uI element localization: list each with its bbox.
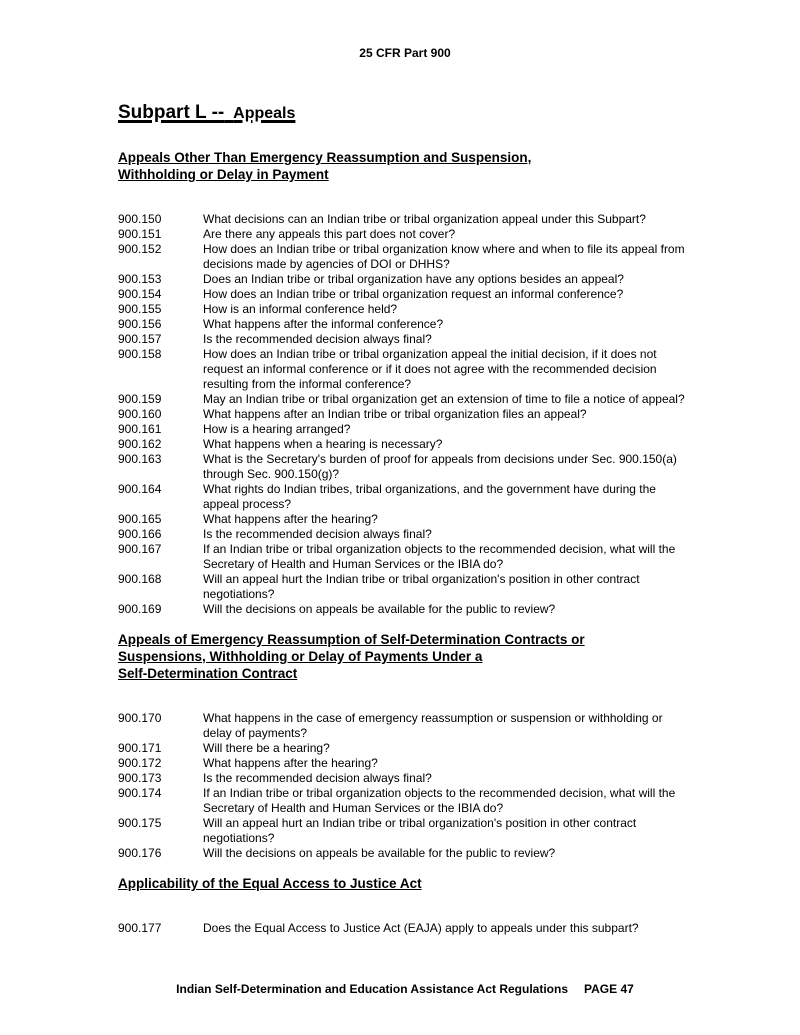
entry-section-number: 900.153 (118, 272, 162, 286)
entry-question-text: If an Indian tribe or tribal organization objects to the recommended decision, what will the Secretary of Health and Human Services or the IBIA do? (203, 542, 676, 571)
entry-section-number: 900.157 (118, 332, 162, 346)
toc-section (118, 875, 692, 936)
toc-entry (118, 452, 692, 482)
entry-section-number: 900.159 (118, 392, 162, 406)
entry-question-text: How is a hearing arranged? (203, 422, 351, 436)
document-footer (118, 982, 692, 996)
entry-section-number: 900.168 (118, 572, 162, 586)
toc-entry (118, 741, 692, 756)
toc-entry (118, 332, 692, 347)
section-heading (118, 631, 692, 682)
entry-section-number: 900.169 (118, 602, 162, 616)
entry-section-number: 900.160 (118, 407, 162, 421)
toc-entry (118, 302, 692, 317)
footer-page-number: PAGE 47 (584, 982, 634, 996)
entry-question-text: Is the recommended decision always final? (203, 527, 432, 541)
section-heading-line: Withholding or Delay in Payment (118, 167, 329, 182)
entry-question-text: Will there be a hearing? (203, 741, 330, 755)
entry-section-number: 900.162 (118, 437, 162, 451)
entry-section-number: 900.171 (118, 741, 162, 755)
entry-section-number: 900.154 (118, 287, 162, 301)
toc-entry (118, 482, 692, 512)
entry-question-text: Will the decisions on appeals be available for the public to review? (203, 602, 556, 616)
page-title (118, 96, 692, 125)
entry-question-text: How does an Indian tribe or tribal organization appeal the initial decision, if it does not request an informal conference or if it does not agree with the recommended decision resulting from the informal conference? (203, 347, 657, 391)
toc-entry (118, 527, 692, 542)
entry-question-text: How does an Indian tribe or tribal organization request an informal conference? (203, 287, 624, 301)
entry-question-text: What decisions can an Indian tribe or tribal organization appeal under this Subpart? (203, 212, 646, 226)
entry-question-text: Will an appeal hurt the Indian tribe or tribal organization's position in other contract negotiations? (203, 572, 640, 601)
toc-entry (118, 422, 692, 437)
entry-question-text: What happens in the case of emergency reassumption or suspension or withholding or delay of payments? (203, 711, 663, 740)
toc-entry (118, 392, 692, 407)
entry-section-number: 900.151 (118, 227, 162, 241)
toc-entry (118, 786, 692, 816)
entry-question-text: What happens when a hearing is necessary? (203, 437, 443, 451)
section-heading-line: Appeals Other Than Emergency Reassumption and Suspension, (118, 150, 532, 165)
entry-section-number: 900.163 (118, 452, 162, 466)
entry-section-number: 900.167 (118, 542, 162, 556)
section-heading-line: Appeals of Emergency Reassumption of Self-Determination Contracts or (118, 632, 585, 647)
entry-question-text: What happens after the informal conference? (203, 317, 444, 331)
document-header: 25 CFR Part 900 (359, 46, 451, 60)
entry-section-number: 900.156 (118, 317, 162, 331)
subpart-label: Subpart L -- (118, 102, 225, 123)
entry-section-number: 900.166 (118, 527, 162, 541)
section-heading-line: Self-Determination Contract (118, 666, 298, 681)
entry-section-number: 900.152 (118, 242, 162, 256)
toc-entry (118, 602, 692, 617)
toc-section (118, 149, 692, 617)
toc-entry (118, 771, 692, 786)
entry-question-text: Will an appeal hurt an Indian tribe or tribal organization's position in other contract negotiations? (203, 816, 637, 845)
section-heading (118, 149, 692, 183)
toc-entry (118, 816, 692, 846)
entry-question-text: Is the recommended decision always final? (203, 332, 432, 346)
entry-question-text: What is the Secretary's burden of proof for appeals from decisions under Sec. 900.150(a) through Sec. 900.150(g)? (203, 452, 677, 481)
toc-entry (118, 317, 692, 332)
entry-section-number: 900.164 (118, 482, 162, 496)
entry-section-number: 900.175 (118, 816, 162, 830)
toc-entry (118, 512, 692, 527)
entry-section-number: 900.176 (118, 846, 162, 860)
entry-section-number: 900.150 (118, 212, 162, 226)
section-heading (118, 875, 692, 892)
entry-question-text: May an Indian tribe or tribal organization get an extension of time to file a notice of appeal? (203, 392, 685, 406)
entry-section-number: 900.174 (118, 786, 162, 800)
entry-question-text: What rights do Indian tribes, tribal organizations, and the government have during the appeal process? (203, 482, 656, 511)
toc-entry (118, 407, 692, 422)
entry-question-text: What happens after the hearing? (203, 512, 378, 526)
toc-entry-list (118, 212, 692, 617)
entry-question-text: How is an informal conference held? (203, 302, 398, 316)
section-heading-line: Suspensions, Withholding or Delay of Payments Under a (118, 649, 483, 664)
toc-entry (118, 227, 692, 242)
toc-entry (118, 212, 692, 227)
entry-question-text: Is the recommended decision always final? (203, 771, 432, 785)
toc-entry (118, 846, 692, 861)
entry-section-number: 900.173 (118, 771, 162, 785)
entry-question-text: If an Indian tribe or tribal organization objects to the recommended decision, what will the Secretary of Health and Human Services or the IBIA do? (203, 786, 676, 815)
toc-entry (118, 542, 692, 572)
toc-entry-list (118, 711, 692, 861)
entry-question-text: Will the decisions on appeals be available for the public to review? (203, 846, 556, 860)
entry-section-number: 900.177 (118, 921, 162, 935)
toc-entry (118, 756, 692, 771)
toc-section (118, 631, 692, 861)
toc-entry (118, 437, 692, 452)
toc-entry (118, 572, 692, 602)
toc-entry (118, 272, 692, 287)
entry-section-number: 900.165 (118, 512, 162, 526)
entry-question-text: What happens after an Indian tribe or tribal organization files an appeal? (203, 407, 587, 421)
toc-entry (118, 921, 692, 936)
toc-entry-list (118, 921, 692, 936)
entry-section-number: 900.158 (118, 347, 162, 361)
entry-question-text: What happens after the hearing? (203, 756, 378, 770)
entry-section-number: 900.170 (118, 711, 162, 725)
entry-question-text: How does an Indian tribe or tribal organization know where and when to file its appeal from decisions made by agencies of DOI or DHHS? (203, 242, 685, 271)
toc-entry (118, 242, 692, 272)
toc-entry (118, 711, 692, 741)
entry-section-number: 900.155 (118, 302, 162, 316)
toc-entry (118, 287, 692, 302)
section-heading-line: Applicability of the Equal Access to Justice Act (118, 876, 422, 891)
toc-sections-container (118, 149, 692, 936)
entry-section-number: 900.161 (118, 422, 162, 436)
toc-entry (118, 347, 692, 392)
entry-question-text: Does an Indian tribe or tribal organization have any options besides an appeal? (203, 272, 624, 286)
subpart-name: Appeals (233, 105, 296, 122)
entry-question-text: Are there any appeals this part does not cover? (203, 227, 456, 241)
entry-section-number: 900.172 (118, 756, 162, 770)
footer-text: Indian Self-Determination and Education Assistance Act Regulations (176, 982, 569, 996)
entry-question-text: Does the Equal Access to Justice Act (EAJA) apply to appeals under this subpart? (203, 921, 639, 935)
